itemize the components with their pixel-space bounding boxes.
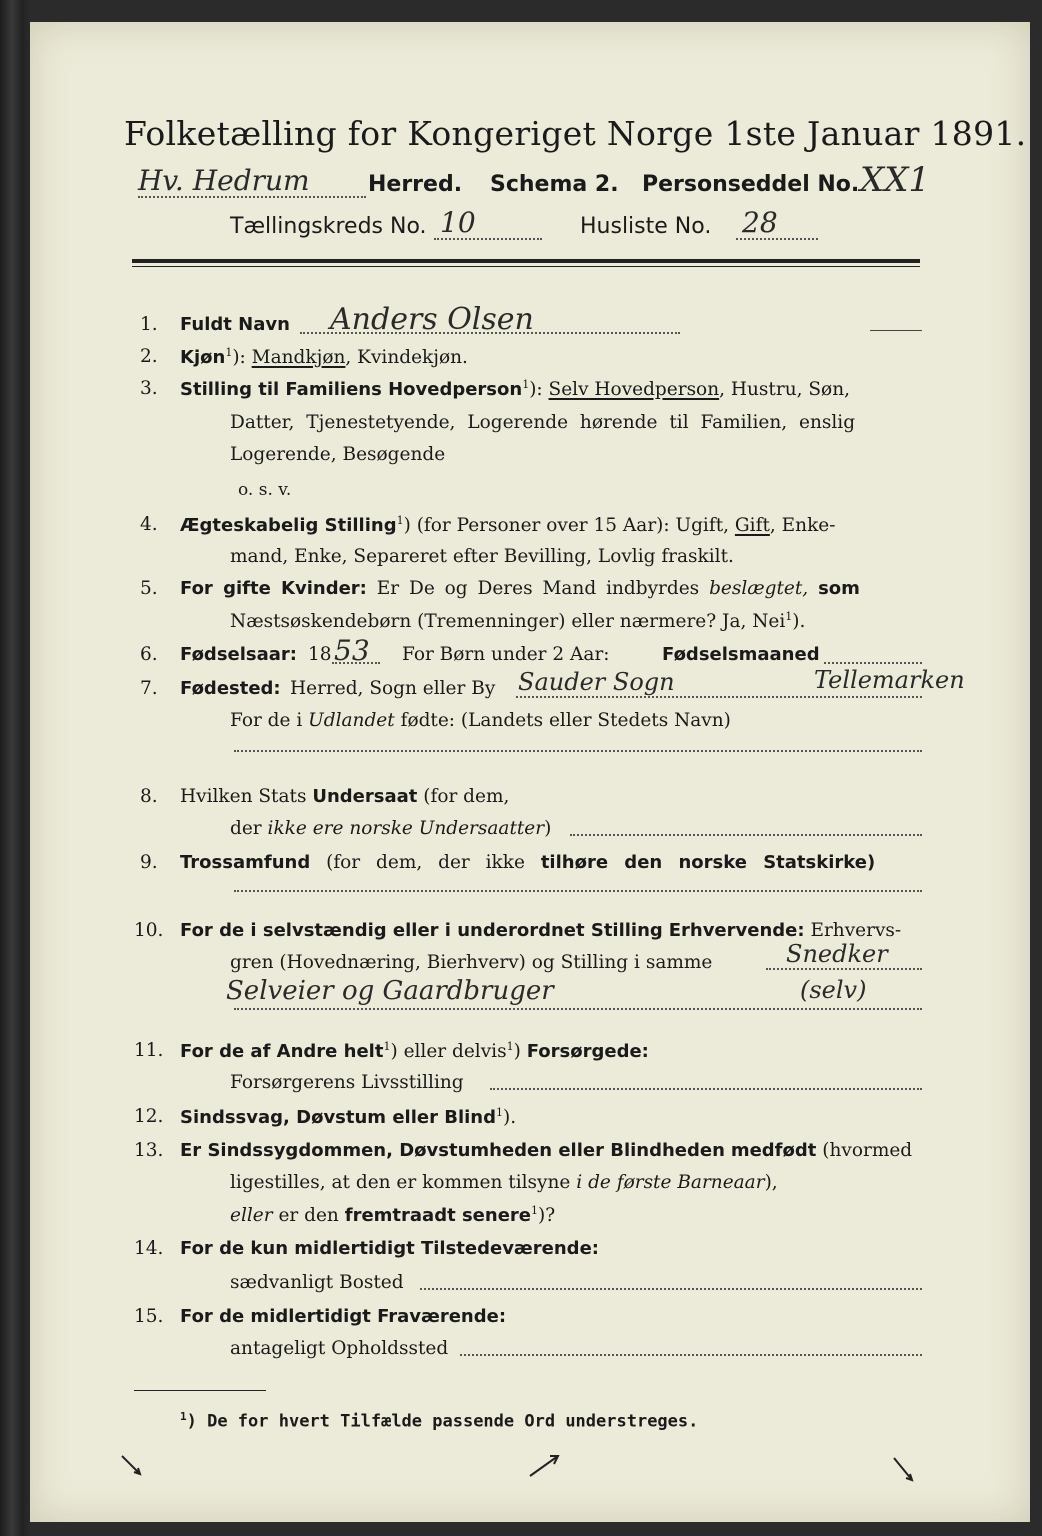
personseddel-handwritten: XX1 <box>860 160 931 200</box>
q2-number: 2. <box>140 346 158 367</box>
q8-line2: der ikke ere norske Undersaatter) <box>230 818 552 839</box>
kreds-dotted-line <box>434 238 542 240</box>
q15-line2: antageligt Opholdssted <box>230 1338 449 1359</box>
q14-number: 14. <box>134 1238 164 1259</box>
q13-line1: Er Sindssygdommen, Døvstumheden eller Blindheden medfødt (hvormed <box>180 1140 913 1161</box>
q6-label: Fødselsaar: <box>180 644 297 665</box>
q7-line2: For de i Udlandet fødte: (Landets eller Stedets Navn) <box>230 710 731 731</box>
q7-label: Fødested: <box>180 678 281 699</box>
q4-number: 4. <box>140 514 158 535</box>
footnote-rule <box>134 1390 266 1391</box>
q1-number: 1. <box>140 314 158 335</box>
herred-handwritten: Hv. Hedrum <box>138 164 310 197</box>
q8-dotted-line <box>570 834 922 836</box>
q5-number: 5. <box>140 578 158 599</box>
census-form <box>30 22 1030 1522</box>
q6-label2: Fødselsmaaned <box>662 644 820 665</box>
q12-line1: Sindssvag, Døvstum eller Blind$^1$). <box>180 1106 517 1129</box>
q11-number: 11. <box>134 1040 164 1061</box>
q1-label: Fuldt Navn <box>180 314 290 335</box>
q13-number: 13. <box>134 1140 164 1161</box>
q10-number: 10. <box>134 920 164 941</box>
q3-line4: o. s. v. <box>238 480 292 500</box>
corner-marks <box>118 1452 958 1502</box>
q14-line2: sædvanligt Bosted <box>230 1272 404 1293</box>
q10-line3-dotted <box>234 1008 922 1010</box>
q7-foreign-dotted <box>234 750 922 752</box>
header-rule <box>132 259 920 263</box>
q4-line1: Ægteskabelig Stilling$^1$) (for Personer over 15 Aar): Ugift, Gift, Enke- <box>180 514 836 537</box>
q10-handwritten-trade: Snedker <box>786 940 888 968</box>
schema-label: Schema 2. <box>490 172 619 197</box>
q6-month-dotted <box>824 662 922 664</box>
header-rule-thin <box>132 266 920 267</box>
q2-line: Kjøn$^1$): Mandkjøn, Kvindekjøn. <box>180 346 468 369</box>
q3-line2: Datter, Tjenestetyende, Logerende hørende til Familien, enslig <box>230 412 856 433</box>
q9-number: 9. <box>140 852 158 873</box>
q7-number: 7. <box>140 678 158 699</box>
q8-line1: Hvilken Stats Undersaat (for dem, <box>180 786 510 807</box>
q7-handwritten-sogn: Sauder Sogn <box>518 668 675 696</box>
footnote: $^1$) De for hvert Tilfælde passende Ord understreges. <box>180 1410 699 1432</box>
q1-end-line <box>870 330 922 331</box>
q10-line2-dotted <box>766 968 922 970</box>
q11-line2: Forsørgerens Livsstilling <box>230 1072 464 1093</box>
q6-prefix: 18 <box>308 644 332 665</box>
q3-line1: Stilling til Familiens Hovedperson$^1$): Selv Hovedperson, Hustru, Søn, <box>180 378 850 401</box>
q9-line1: Trossamfund (for dem, der ikke tilhøre den norske Statskirke) <box>180 852 876 873</box>
q10-handwritten-occupation: Selveier og Gaardbruger <box>226 976 554 1006</box>
q1-handwritten-name: Anders Olsen <box>330 302 534 337</box>
q11-dotted-line <box>490 1088 922 1090</box>
q10-handwritten-note: (selv) <box>800 976 867 1004</box>
herred-label: Herred. <box>368 172 463 197</box>
herred-dotted-line <box>138 196 366 198</box>
q1-dotted-line <box>300 332 680 334</box>
kreds-handwritten: 10 <box>440 206 476 239</box>
q15-number: 15. <box>134 1306 164 1327</box>
form-title: Folketælling for Kongeriget Norge 1ste Januar 1891. <box>124 114 1027 153</box>
q10-line1: For de i selvstændig eller i underordnet Stilling Erhvervende: Erhvervs- <box>180 920 902 941</box>
q14-label: For de kun midlertidigt Tilstedeværende: <box>180 1238 599 1259</box>
q8-number: 8. <box>140 786 158 807</box>
q4-line2: mand, Enke, Separeret efter Bevilling, Lovlig fraskilt. <box>230 546 734 567</box>
q7-dotted-line <box>516 696 922 698</box>
q3-line3: Logerende, Besøgende <box>230 444 446 465</box>
husliste-handwritten: 28 <box>742 206 778 239</box>
q14-dotted-line <box>420 1288 922 1290</box>
husliste-label: Husliste No. <box>580 214 712 239</box>
q13-line2: ligestilles, at den er kommen tilsyne i de første Barneaar), <box>230 1172 778 1193</box>
q6-rest: For Børn under 2 Aar: <box>402 644 610 665</box>
q15-label: For de midlertidigt Fraværende: <box>180 1306 507 1327</box>
personseddel-label: Personseddel No. <box>642 172 860 197</box>
q3-number: 3. <box>140 378 158 399</box>
q9-dotted-line <box>234 890 922 892</box>
q6-handwritten-year: 53 <box>334 634 370 667</box>
q7-handwritten-region: Tellemarken <box>814 666 965 694</box>
husliste-dotted-line <box>736 238 818 240</box>
q5-line1: For gifte Kvinder: Er De og Deres Mand indbyrdes beslægtet, som <box>180 578 860 599</box>
q13-line3: eller er den fremtraadt senere$^1$)? <box>230 1204 556 1227</box>
q11-line1: For de af Andre helt$^1$) eller delvis$^1$) Forsørgede: <box>180 1040 649 1063</box>
q10-line2: gren (Hovednæring, Bierhverv) og Stilling i samme <box>230 952 713 973</box>
kreds-label: Tællingskreds No. <box>230 214 427 239</box>
q12-number: 12. <box>134 1106 164 1127</box>
q6-number: 6. <box>140 644 158 665</box>
q7-rest: Herred, Sogn eller By <box>290 678 496 699</box>
q6-year-dotted <box>332 662 380 664</box>
q15-dotted-line <box>460 1354 922 1356</box>
q5-line2: Næstsøskendebørn (Tremenninger) eller nærmere? Ja, Nei$^1$). <box>230 610 806 633</box>
